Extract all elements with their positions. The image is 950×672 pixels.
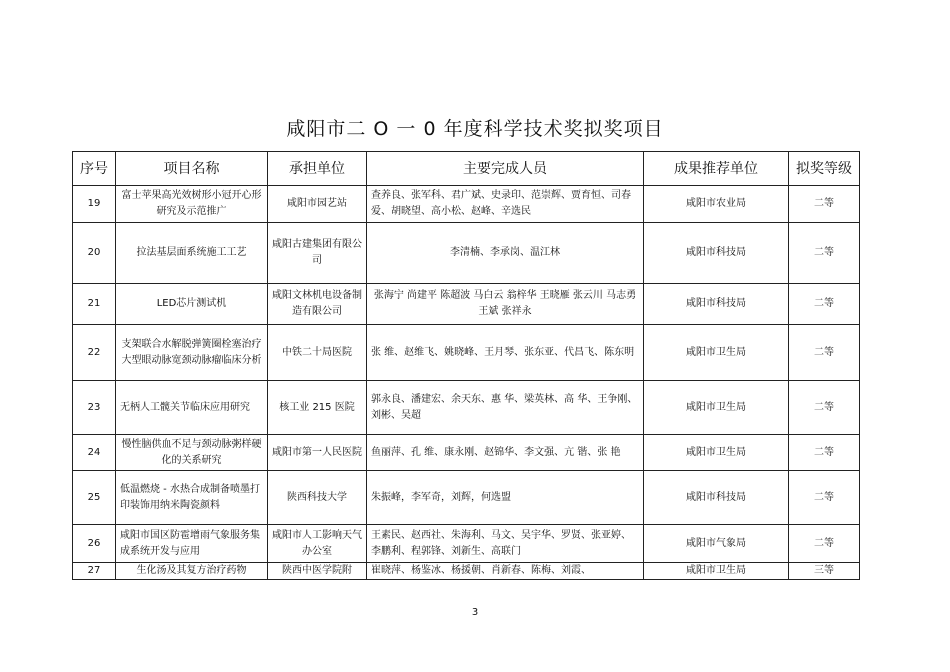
- undertaking-unit: 核工业 215 医院: [268, 381, 367, 435]
- undertaking-unit: 咸阳文林机电设备制造有限公司: [268, 284, 367, 325]
- recommending-unit: 咸阳市农业局: [644, 186, 789, 223]
- recommending-unit: 咸阳市卫生局: [644, 325, 789, 381]
- project-name: 无柄人工髋关节临床应用研究: [116, 381, 268, 435]
- project-name: 富士苹果高光效树形小冠开心形研究及示范推广: [116, 186, 268, 223]
- table-row: [73, 525, 860, 563]
- row-number: 21: [73, 284, 116, 325]
- row-number: 27: [73, 563, 116, 580]
- table-row: [73, 471, 860, 525]
- main-personnel: 李清楠、李承岗、温江林: [367, 223, 644, 284]
- header-grade: 拟奖等级: [789, 152, 860, 186]
- main-personnel: 郭永良、潘建宏、余天东、惠 华、梁英林、高 华、王争刚、刘彬、吴超: [367, 381, 644, 435]
- award-grade: 二等: [789, 525, 860, 563]
- award-table: [72, 151, 860, 580]
- main-personnel: 查养良、张军科、君广斌、史录印、范崇辉、贾育恒、司春爱、胡晓望、高小松、赵峰、辛选民: [367, 186, 644, 223]
- project-name: 咸阳市国区防雹增雨气象服务集成系统开发与应用: [116, 525, 268, 563]
- undertaking-unit: 陕西科技大学: [268, 471, 367, 525]
- header-people: 主要完成人员: [367, 152, 644, 186]
- recommending-unit: 咸阳市卫生局: [644, 563, 789, 580]
- header-project-name: 项目名称: [116, 152, 268, 186]
- table-row: [73, 186, 860, 223]
- row-number: 19: [73, 186, 116, 223]
- recommending-unit: 咸阳市卫生局: [644, 435, 789, 471]
- project-name: 低温燃烧 - 水热合成制备喷墨打印装饰用纳米陶瓷颜料: [116, 471, 268, 525]
- recommending-unit: 咸阳市卫生局: [644, 381, 789, 435]
- main-personnel: 张海宁 尚建平 陈超波 马白云 翁梓华 王晓雁 张云川 马志勇 王斌 张祥永: [367, 284, 644, 325]
- table-row: [73, 435, 860, 471]
- undertaking-unit: 咸阳市第一人民医院: [268, 435, 367, 471]
- table-row: [73, 563, 860, 580]
- award-grade: 二等: [789, 284, 860, 325]
- undertaking-unit: 中铁二十局医院: [268, 325, 367, 381]
- table-row: [73, 381, 860, 435]
- table-row: [73, 325, 860, 381]
- header-seq: 序号: [73, 152, 116, 186]
- project-name: 生化汤及其复方治疗药物: [116, 563, 268, 580]
- undertaking-unit: 陕西中医学院附: [268, 563, 367, 580]
- main-personnel: 王素民、赵西社、朱海利、马文、吴宇华、罗贤、张亚婷、李鹏利、程郭锋、刘新生、高联门: [367, 525, 644, 563]
- recommending-unit: 咸阳市科技局: [644, 223, 789, 284]
- undertaking-unit: 咸阳市人工影响天气办公室: [268, 525, 367, 563]
- row-number: 20: [73, 223, 116, 284]
- award-grade: 二等: [789, 381, 860, 435]
- table-row: [73, 284, 860, 325]
- main-personnel: 鱼丽萍、孔 维、康永刚、赵锦华、李文强、亢 锴、张 艳: [367, 435, 644, 471]
- award-grade: 二等: [789, 471, 860, 525]
- recommending-unit: 咸阳市科技局: [644, 284, 789, 325]
- row-number: 24: [73, 435, 116, 471]
- recommending-unit: 咸阳市科技局: [644, 471, 789, 525]
- award-grade: 二等: [789, 325, 860, 381]
- header-recommender: 成果推荐单位: [644, 152, 789, 186]
- undertaking-unit: 咸阳古建集团有限公司: [268, 223, 367, 284]
- award-grade: 三等: [789, 563, 860, 580]
- project-name: 拉法基层面系统施工工艺: [116, 223, 268, 284]
- award-grade: 二等: [789, 186, 860, 223]
- award-grade: 二等: [789, 223, 860, 284]
- row-number: 26: [73, 525, 116, 563]
- page-title: 咸阳市二 O 一 0 年度科学技术奖拟奖项目: [286, 118, 664, 140]
- undertaking-unit: 咸阳市园艺站: [268, 186, 367, 223]
- row-number: 23: [73, 381, 116, 435]
- page-number: 3: [471, 607, 479, 618]
- table-row: [73, 223, 860, 284]
- award-grade: 二等: [789, 435, 860, 471]
- main-personnel: 张 维、赵维飞、姚晓峰、王月琴、张东亚、代昌飞、陈东明: [367, 325, 644, 381]
- row-number: 25: [73, 471, 116, 525]
- project-name: 支架联合水解脱弹簧圈栓塞治疗大型眼动脉宽颈动脉瘤临床分析: [116, 325, 268, 381]
- table-header-row: [73, 152, 860, 186]
- row-number: 22: [73, 325, 116, 381]
- main-personnel: 崔晓萍、杨鉴冰、杨援朝、肖新春、陈梅、刘霞、: [367, 563, 644, 580]
- project-name: 慢性脑供血不足与颈动脉粥样硬化的关系研究: [116, 435, 268, 471]
- main-personnel: 朱振峰，李军奇，刘辉，何选盟: [367, 471, 644, 525]
- recommending-unit: 咸阳市气象局: [644, 525, 789, 563]
- project-name: LED芯片测试机: [116, 284, 268, 325]
- header-unit: 承担单位: [268, 152, 367, 186]
